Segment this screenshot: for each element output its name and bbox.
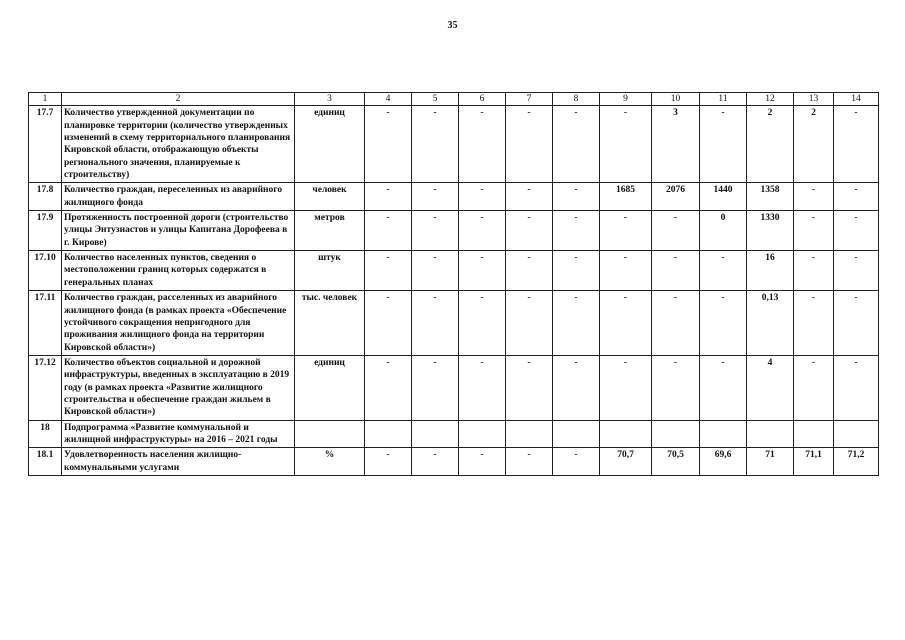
value-cell: - [459,448,506,476]
column-header: 11 [700,93,747,106]
row-number: 18 [29,420,62,448]
row-number: 18.1 [29,448,62,476]
row-number: 17.10 [29,251,62,291]
value-cell: - [459,251,506,291]
value-cell: - [412,211,459,251]
value-cell: - [834,106,879,183]
row-number: 17.7 [29,106,62,183]
column-header: 14 [834,93,879,106]
value-cell: - [506,211,553,251]
column-header: 9 [600,93,652,106]
column-header: 3 [295,93,365,106]
value-cell: 4 [747,355,794,420]
value-cell [834,420,879,448]
page-number: 35 [447,20,458,31]
value-cell: - [553,106,600,183]
value-cell: - [412,448,459,476]
table-row [29,355,879,420]
value-cell: - [794,183,834,211]
value-cell: 0,13 [747,291,794,356]
value-cell: 70,5 [652,448,700,476]
value-cell: - [553,291,600,356]
row-number: 17.11 [29,291,62,356]
value-cell: - [412,106,459,183]
value-cell: - [506,251,553,291]
value-cell: 71,2 [834,448,879,476]
value-cell: - [459,183,506,211]
column-header: 6 [459,93,506,106]
value-cell: 2076 [652,183,700,211]
value-cell: - [412,251,459,291]
value-cell: - [652,251,700,291]
column-header: 13 [794,93,834,106]
table-row [29,448,879,476]
unit-of-measure [295,420,365,448]
value-cell: - [794,211,834,251]
value-cell: - [600,251,652,291]
value-cell: - [600,291,652,356]
unit-of-measure: единиц [295,355,365,420]
value-cell: - [700,251,747,291]
value-cell [652,420,700,448]
value-cell: - [834,211,879,251]
value-cell: 1358 [747,183,794,211]
value-cell: 1685 [600,183,652,211]
value-cell: - [652,211,700,251]
value-cell: - [506,106,553,183]
column-header: 5 [412,93,459,106]
indicator-name: Количество граждан, расселенных из аварийного жилищного фонда (в рамках проекта «Обеспечение устойчивого сокращения непригодного для проживания жилищного фонда на территории Кировской области») [62,291,295,356]
unit-of-measure: метров [295,211,365,251]
value-cell: - [506,291,553,356]
indicator-name: Подпрограмма «Развитие коммунальной и жилищной инфраструктуры» на 2016 – 2021 годы [62,420,295,448]
indicator-name: Количество населенных пунктов, сведения о местоположении границ которых содержатся в генеральных планах [62,251,295,291]
value-cell: - [365,183,412,211]
indicators-table [28,92,879,476]
unit-of-measure: штук [295,251,365,291]
value-cell: - [365,211,412,251]
indicator-name: Протяженность построенной дороги (строительство улицы Энтузиастов и улицы Капитана Дорофеева в г. Кирове) [62,211,295,251]
table-body [29,106,879,476]
value-cell: - [600,211,652,251]
unit-of-measure: человек [295,183,365,211]
value-cell: - [600,106,652,183]
value-cell: - [834,355,879,420]
value-cell: - [459,106,506,183]
value-cell: - [506,183,553,211]
table-row [29,211,879,251]
value-cell: - [365,355,412,420]
value-cell: - [600,355,652,420]
table-row [29,251,879,291]
value-cell: - [506,355,553,420]
value-cell: - [553,355,600,420]
table-row [29,106,879,183]
value-cell: - [459,291,506,356]
value-cell: - [412,291,459,356]
row-number: 17.12 [29,355,62,420]
value-cell [365,420,412,448]
value-cell [553,420,600,448]
value-cell: - [553,183,600,211]
row-number: 17.9 [29,211,62,251]
value-cell: - [794,251,834,291]
value-cell: - [365,448,412,476]
value-cell: 3 [652,106,700,183]
value-cell: 69,6 [700,448,747,476]
value-cell: - [553,448,600,476]
value-cell: - [553,211,600,251]
value-cell [600,420,652,448]
value-cell: - [700,355,747,420]
column-header: 4 [365,93,412,106]
value-cell: 16 [747,251,794,291]
value-cell: 71,1 [794,448,834,476]
unit-of-measure: тыс. человек [295,291,365,356]
column-header: 2 [62,93,295,106]
value-cell: 71 [747,448,794,476]
indicator-name: Количество объектов социальной и дорожной инфраструктуры, введенных в эксплуатацию в 2019 году (в рамках проекта «Развитие жилищного строительства и обеспечение граждан жильем в Кировской области») [62,355,295,420]
column-header: 7 [506,93,553,106]
value-cell: - [834,183,879,211]
column-header: 8 [553,93,600,106]
value-cell: - [365,106,412,183]
table-row [29,420,879,448]
value-cell: 2 [747,106,794,183]
indicator-name: Количество утвержденной документации по планировке территории (количество утвержденных изменений в схему территориального планирования Кировской области, отображающую объекты регионального значения, планируемые к строительству) [62,106,295,183]
value-cell [412,420,459,448]
value-cell [747,420,794,448]
value-cell: - [700,291,747,356]
value-cell: - [652,291,700,356]
header-row [29,93,879,106]
value-cell [506,420,553,448]
value-cell: 70,7 [600,448,652,476]
value-cell: 1330 [747,211,794,251]
value-cell: - [834,251,879,291]
table-row [29,291,879,356]
value-cell: - [365,251,412,291]
column-header: 12 [747,93,794,106]
value-cell: - [412,355,459,420]
row-number: 17.8 [29,183,62,211]
value-cell: - [794,355,834,420]
value-cell [459,420,506,448]
value-cell: - [412,183,459,211]
value-cell: - [794,291,834,356]
table-row [29,183,879,211]
value-cell: - [652,355,700,420]
value-cell [794,420,834,448]
value-cell: - [459,211,506,251]
indicator-name: Удовлетворенность населения жилищно-коммунальными услугами [62,448,295,476]
value-cell: - [834,291,879,356]
unit-of-measure: % [295,448,365,476]
indicator-name: Количество граждан, переселенных из аварийного жилищного фонда [62,183,295,211]
column-header: 1 [29,93,62,106]
value-cell: 0 [700,211,747,251]
value-cell: - [506,448,553,476]
value-cell: - [365,291,412,356]
value-cell [700,420,747,448]
unit-of-measure: единиц [295,106,365,183]
value-cell: - [459,355,506,420]
value-cell: - [553,251,600,291]
value-cell: - [700,106,747,183]
value-cell: 1440 [700,183,747,211]
value-cell: 2 [794,106,834,183]
column-header: 10 [652,93,700,106]
